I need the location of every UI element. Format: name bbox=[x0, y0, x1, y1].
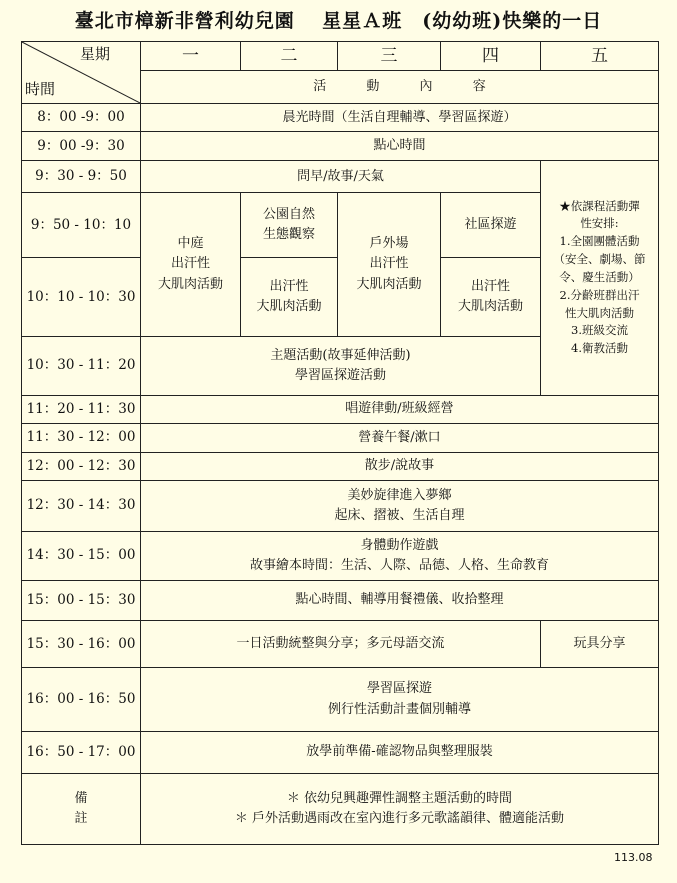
block-line: 大肌肉活動 bbox=[157, 276, 223, 292]
remark-line: ＊ 依幼兒興趣彈性調整主題活動的時間 bbox=[286, 790, 513, 806]
document-date: 113.08 bbox=[614, 851, 653, 864]
time-cell: 11：20 - 11：30 bbox=[22, 395, 141, 423]
note-line: （安全、劇場、節 bbox=[553, 252, 646, 267]
thursday-top-block bbox=[441, 193, 541, 258]
day-tuesday: 二 bbox=[241, 42, 338, 71]
time-cell: 15：00 - 15：30 bbox=[22, 580, 141, 621]
activity-line: 學習區探遊活動 bbox=[294, 367, 386, 383]
corner-time-label: 時間 bbox=[25, 79, 56, 98]
time-cell: 8：00 -9：00 bbox=[22, 103, 141, 131]
block-line: 出汗性 bbox=[470, 278, 510, 294]
activity-line: 例行性活動計畫個別輔導 bbox=[327, 701, 471, 717]
time-cell: 16：00 - 16：50 bbox=[22, 668, 141, 732]
activity-line: 故事繪本時間：生活、人際、品德、人格、生命教育 bbox=[249, 557, 549, 573]
activity-cell: 唱遊律動/班級經營 bbox=[141, 395, 659, 423]
activity-line: 美妙旋律進入夢鄉 bbox=[347, 487, 452, 503]
remarks-label: 註 bbox=[74, 810, 88, 826]
block-line: 出汗性 bbox=[269, 278, 309, 294]
note-line: ★依課程活動彈 bbox=[559, 198, 640, 213]
block-line: 大肌肉活動 bbox=[256, 299, 322, 315]
wednesday-block bbox=[338, 193, 441, 336]
remarks-label: 備 bbox=[74, 790, 88, 806]
remarks-cell bbox=[141, 773, 659, 844]
friday-flexible-note bbox=[541, 160, 659, 395]
note-line: 2.分齡班群出汗 bbox=[559, 287, 640, 302]
time-cell: 12：30 - 14：30 bbox=[22, 481, 141, 532]
activity-line: 學習區探遊 bbox=[366, 681, 432, 697]
corner-week-label: 星期 bbox=[79, 45, 110, 63]
activity-cell bbox=[141, 481, 659, 532]
activity-cell bbox=[141, 336, 541, 395]
activity-line: 身體動作遊戲 bbox=[360, 537, 439, 553]
note-line: 4.衛教活動 bbox=[571, 341, 628, 356]
activity-cell bbox=[141, 668, 659, 732]
activity-cell: 點心時間、輔導用餐禮儀、收拾整理 bbox=[141, 580, 659, 621]
activity-content-header bbox=[141, 71, 659, 104]
activity-cell: 點心時間 bbox=[141, 132, 659, 160]
activity-content-label: 活 動 內 容 bbox=[313, 79, 504, 95]
note-line: 3.班級交流 bbox=[571, 323, 628, 338]
note-line: 性安排: bbox=[580, 216, 619, 231]
day-friday: 五 bbox=[541, 42, 659, 71]
note-line: 令、慶生活動） bbox=[559, 269, 640, 284]
time-cell: 12：00 - 12：30 bbox=[22, 452, 141, 480]
time-cell: 9：30 - 9：50 bbox=[22, 160, 141, 193]
day-wednesday: 三 bbox=[338, 42, 441, 71]
block-line: 出汗性 bbox=[369, 256, 409, 272]
activity-cell: 一日活動統整與分享；多元母語交流 bbox=[141, 621, 541, 668]
block-line: 戶外場 bbox=[369, 236, 409, 252]
activity-cell: 晨光時間（生活自理輔導、學習區探遊） bbox=[141, 103, 659, 131]
corner-cell bbox=[22, 42, 141, 104]
friday-activity-cell: 玩具分享 bbox=[541, 621, 659, 668]
time-cell: 14：30 - 15：00 bbox=[22, 531, 141, 580]
block-line: 大肌肉活動 bbox=[356, 276, 422, 292]
block-line: 中庭 bbox=[177, 236, 204, 252]
time-cell: 16：50 - 17：00 bbox=[22, 732, 141, 774]
block-line: 出汗性 bbox=[170, 256, 210, 272]
time-cell: 9：50 - 10：10 bbox=[22, 193, 141, 258]
note-line: 性大肌肉活動 bbox=[565, 305, 634, 320]
schedule-table bbox=[21, 41, 659, 845]
activity-cell: 放學前準備-確認物品與整理服裝 bbox=[141, 732, 659, 774]
note-line: 1.全園團體活動 bbox=[559, 234, 640, 249]
monday-block bbox=[141, 193, 241, 336]
time-cell: 10：30 - 11：20 bbox=[22, 336, 141, 395]
remarks-label-cell bbox=[22, 773, 141, 844]
activity-cell: 問早/故事/天氣 bbox=[141, 160, 541, 193]
block-line: 生態觀察 bbox=[262, 227, 315, 243]
tuesday-top-block bbox=[241, 193, 338, 258]
time-cell: 10：10 - 10：30 bbox=[22, 258, 141, 336]
remark-line: ＊ 戶外活動遇雨改在室內進行多元歌謠韻律、體適能活動 bbox=[234, 810, 565, 826]
block-line: 公園自然 bbox=[262, 207, 315, 223]
activity-cell: 散步/說故事 bbox=[141, 452, 659, 480]
block-line: 社區探遊 bbox=[464, 217, 517, 233]
time-cell: 15：30 - 16：00 bbox=[22, 621, 141, 668]
activity-line: 起床、摺被、生活自理 bbox=[334, 507, 465, 523]
activity-line: 主題活動(故事延伸活動) bbox=[270, 347, 411, 363]
activity-cell: 營養午餐/漱口 bbox=[141, 424, 659, 452]
day-monday: 一 bbox=[141, 42, 241, 71]
time-cell: 9：00 -9：30 bbox=[22, 132, 141, 160]
time-cell: 11：30 - 12：00 bbox=[22, 424, 141, 452]
block-line: 大肌肉活動 bbox=[457, 299, 523, 315]
thursday-bottom-block bbox=[441, 258, 541, 336]
activity-cell bbox=[141, 531, 659, 580]
tuesday-bottom-block bbox=[241, 258, 338, 336]
day-thursday: 四 bbox=[441, 42, 541, 71]
page-title: 臺北市樟新非營利幼兒園 星星Ａ班 (幼幼班)快樂的一日 bbox=[74, 10, 603, 32]
